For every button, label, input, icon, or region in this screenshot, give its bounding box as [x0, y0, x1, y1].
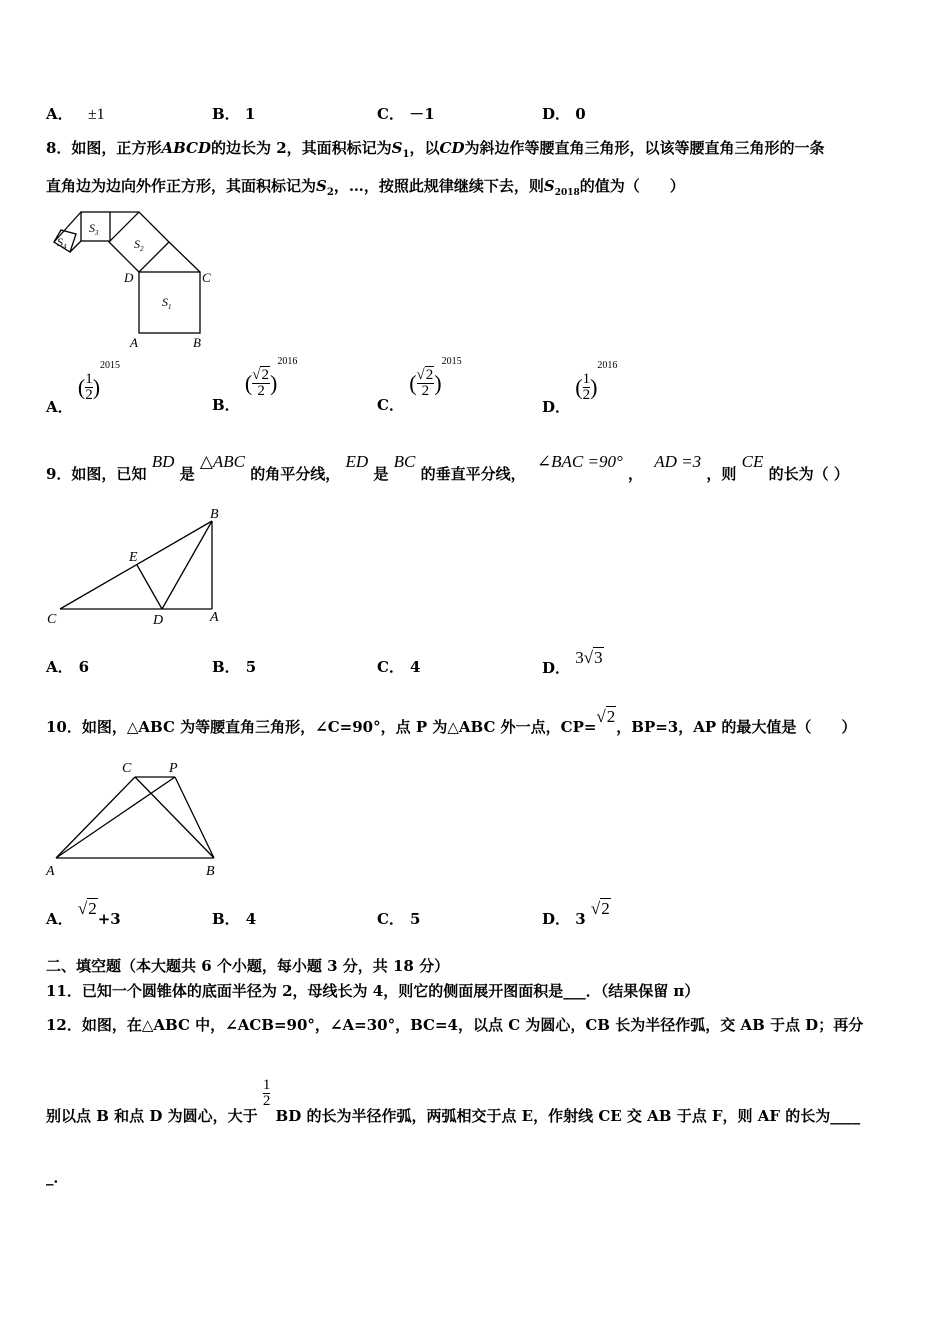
q10-option-b: B． 4: [212, 910, 257, 928]
option-label: A．: [46, 105, 73, 123]
label-d: D: [153, 613, 164, 628]
segment-bd: [162, 521, 212, 609]
side-cb: [135, 777, 214, 858]
q9-option-a: A． 6: [46, 658, 90, 676]
q10-option-c: C． 5: [377, 910, 421, 928]
label-a: A: [46, 864, 55, 879]
q8-figure: [44, 208, 219, 353]
q8-option-c: C． ( $\frac{√2}{2}$ )$^{2015}$: [377, 356, 462, 414]
label-b: B: [210, 507, 219, 522]
q9-option-b: B． 5: [212, 658, 257, 676]
q12-line1: 12．如图，在△ABC 中，∠ACB=90°，∠A=30°，BC=4，以点 C 为圆心，CB 长为半径作弧，交 AB 于点 D；再分: [46, 1016, 864, 1034]
q9-option-c: C． 4: [377, 658, 421, 676]
q7-option-d: [542, 103, 586, 124]
segment-ap: [56, 777, 175, 858]
q9-figure: [44, 505, 239, 630]
label-a: A: [130, 335, 138, 350]
option-label: C．: [377, 105, 404, 123]
q11-stem: 11．已知一个圆锥体的底面半径为 2，母线长为 4，则它的侧面展开图面积是___．（结果保留 π）: [46, 982, 700, 1000]
label-c: C: [47, 612, 57, 627]
side-cb: [60, 521, 212, 609]
option-label: B．: [212, 105, 240, 123]
label-c: C: [202, 270, 211, 285]
side-ac: [56, 777, 135, 858]
label-d: D: [124, 270, 134, 285]
q9-stem: 9．如图，已知 BD 是 △ABC 的角平分线， ED 是 BC 的垂直平分线， ∠BAC =90° ， AD =3 ，则 CE 的长为（ ）: [46, 452, 849, 483]
option-value: 0: [575, 105, 586, 123]
option-value: －1: [409, 105, 435, 123]
q10-figure: [44, 756, 224, 881]
q7-option-b: [212, 103, 255, 124]
q8-line1: 8．如图，正方形ABCD的边长为 2，其面积标记为$S_1$，以CD为斜边作等腰直角三角形，以该等腰直角三角形的一条: [46, 139, 825, 160]
segment-ed: [137, 565, 162, 609]
label-s1: $S_1$: [162, 295, 172, 311]
q8-line2: 直角边为边向外作正方形，其面积标记为$S_2$，…，按照此规律继续下去，则$S_{2018}$的值为（ ）: [46, 177, 685, 198]
q10-stem: 10．如图，△ABC 为等腰直角三角形，∠C=90°，点 P 为△ABC 外一点，CP=√2，BP=3，AP 的最大值是（ ）: [46, 707, 857, 736]
q7-option-c: [377, 103, 435, 124]
option-value: ±1: [87, 106, 105, 123]
q8-option-a: A． ( $\frac{1}{2}$ )$^{2015}$: [46, 360, 121, 416]
q8-option-d: D． ( $\frac{1}{2}$ )$^{2016}$: [542, 360, 618, 416]
section-title: 二、填空题（本大题共 6 个小题，每小题 3 分，共 18 分）: [46, 957, 450, 975]
q10-option-a: A． √2+3: [46, 899, 121, 928]
option-value: 1: [244, 105, 256, 123]
q12-line3: _．: [46, 1168, 69, 1186]
label-s4: $S_4$: [57, 235, 67, 251]
label-s2: $S_2$: [134, 237, 144, 253]
label-e: E: [129, 550, 138, 565]
label-a: A: [210, 610, 219, 625]
label-b: B: [193, 335, 201, 350]
q9-option-d: D． 3√3: [542, 648, 603, 677]
label-c: C: [122, 761, 132, 776]
q10-option-d: D． 3 √2: [542, 899, 610, 928]
q8-option-b: B． ( $\frac{√2}{2}$ )$^{2016}$: [212, 356, 298, 414]
label-b: B: [206, 864, 215, 879]
segment-pb: [175, 777, 214, 858]
label-s3: $S_3$: [89, 221, 99, 237]
label-p: P: [169, 761, 178, 776]
q7-option-a: [46, 103, 105, 124]
fraction-half: $\frac{1}{2}$: [262, 1077, 271, 1109]
option-label: D．: [542, 105, 571, 123]
q12-line2: 别以点 B 和点 D 为圆心，大于 $\frac{1}{2}$ BD 的长为半径作弧，两弧相交于点 E，作射线 CE 交 AB 于点 F，则 AF 的长为____: [46, 1077, 861, 1125]
